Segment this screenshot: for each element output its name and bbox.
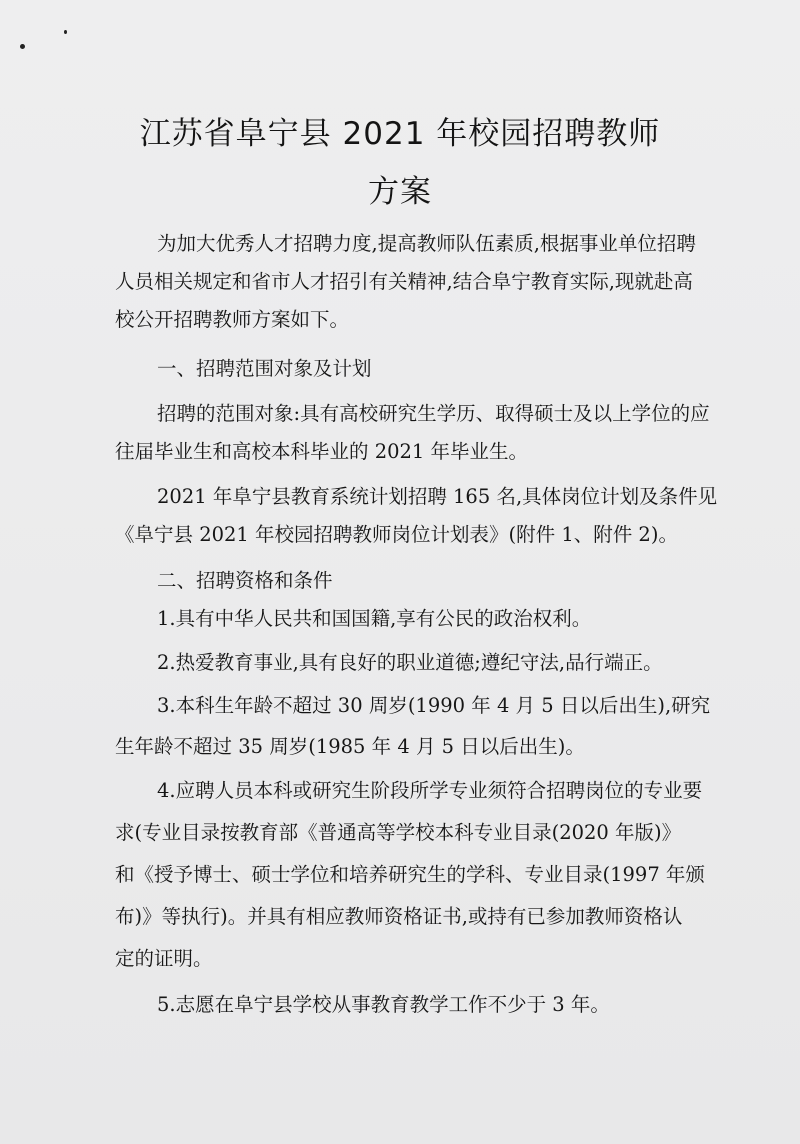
document-title-continued: 方案 (368, 174, 432, 210)
body-line: 往届毕业生和高校本科毕业的 2021 年毕业生。 (115, 440, 529, 463)
list-item-continued: 生年龄不超过 35 周岁(1985 年 4 月 5 日以后出生)。 (115, 735, 585, 758)
body-line: 2021 年阜宁县教育系统计划招聘 165 名,具体岗位计划及条件见 (157, 485, 718, 508)
list-item: 4.应聘人员本科或研究生阶段所学专业须符合招聘岗位的专业要 (157, 779, 703, 802)
list-item: 5.志愿在阜宁县学校从事教育教学工作不少于 3 年。 (157, 993, 610, 1016)
section-heading: 一、招聘范围对象及计划 (157, 357, 372, 380)
body-line: 招聘的范围对象:具有高校研究生学历、取得硕士及以上学位的应 (157, 402, 710, 425)
list-item: 1.具有中华人民共和国国籍,享有公民的政治权利。 (157, 607, 592, 630)
scan-speck (64, 30, 67, 34)
section-heading: 二、招聘资格和条件 (157, 569, 333, 592)
body-line: 《阜宁县 2021 年校园招聘教师岗位计划表》(附件 1、附件 2)。 (115, 523, 678, 546)
list-item-continued: 求(专业目录按教育部《普通高等学校本科专业目录(2020 年版)》 (115, 821, 682, 844)
list-item-continued: 和《授予博士、硕士学位和培养研究生的学科、专业目录(1997 年颁 (115, 863, 705, 886)
list-item-continued: 布)》等执行)。并具有相应教师资格证书,或持有已参加教师资格认 (115, 905, 683, 928)
body-line: 为加大优秀人才招聘力度,提高教师队伍素质,根据事业单位招聘 (157, 232, 696, 255)
body-line: 人员相关规定和省市人才招引有关精神,结合阜宁教育实际,现就赴高 (115, 270, 693, 293)
list-item-continued: 定的证明。 (115, 947, 213, 970)
scan-speck (20, 44, 25, 49)
list-item: 3.本科生年龄不超过 30 周岁(1990 年 4 月 5 日以后出生),研究 (157, 694, 711, 717)
body-line: 校公开招聘教师方案如下。 (115, 308, 350, 331)
document-title: 江苏省阜宁县 2021 年校园招聘教师 (139, 116, 661, 152)
list-item: 2.热爱教育事业,具有良好的职业道德;遵纪守法,品行端正。 (157, 651, 663, 674)
